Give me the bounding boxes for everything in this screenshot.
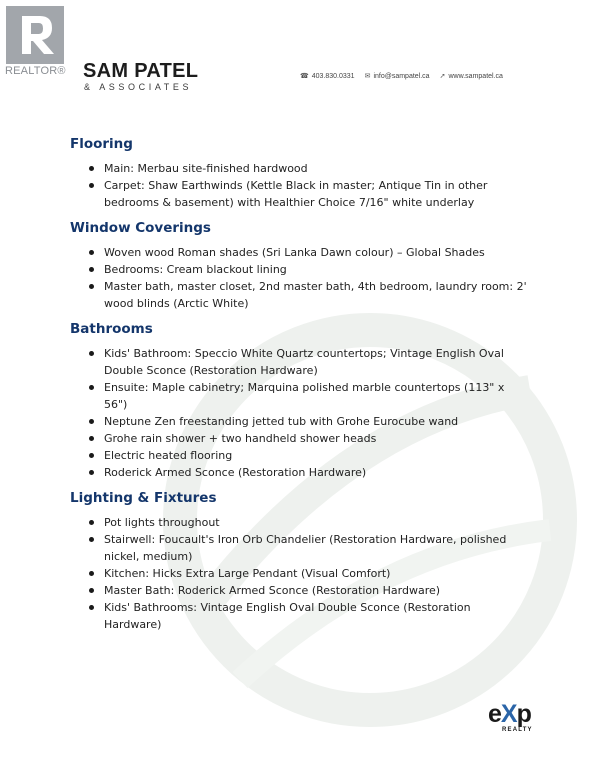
list-item: Bedrooms: Cream blackout lining	[70, 261, 530, 278]
exp-e: e	[488, 700, 501, 728]
phone-icon: ☎	[300, 73, 309, 80]
contact-phone[interactable]	[300, 72, 355, 80]
list-item: Pot lights throughout	[70, 514, 530, 531]
exp-wordmark	[488, 702, 554, 727]
realtor-r-icon	[6, 6, 64, 64]
realtor-mark: REALTOR®	[5, 65, 66, 77]
list-item: Kids' Bathrooms: Vintage English Oval Double Sconce (Restoration Hardware)	[70, 599, 530, 633]
section-title: Flooring	[70, 136, 133, 152]
mail-icon: ✉	[364, 73, 371, 80]
features-list	[70, 136, 530, 642]
list-item: Carpet: Shaw Earthwinds (Kettle Black in master; Antique Tin in other bedrooms & basement) with Healthier Choice 7/16" white underlay	[70, 177, 530, 211]
section-title: Window Coverings	[70, 220, 211, 236]
section-lighting-fixtures	[70, 490, 530, 633]
list-item: Stairwell: Foucault's Iron Orb Chandelier (Restoration Hardware, polished nickel, medium)	[70, 531, 530, 565]
list-item: Main: Merbau site-finished hardwood	[70, 160, 530, 177]
contact-website[interactable]	[440, 72, 503, 80]
cursor-icon: ➚	[439, 73, 446, 80]
list-item: Ensuite: Maple cabinetry; Marquina polished marble countertops (113" x 56")	[70, 379, 530, 413]
exp-x: X	[500, 700, 517, 728]
list-item: Roderick Armed Sconce (Restoration Hardware)	[70, 464, 530, 481]
section-window-coverings	[70, 220, 530, 312]
section-flooring	[70, 136, 530, 211]
list-item: Grohe rain shower + two handheld shower heads	[70, 430, 530, 447]
email-text: info@sampatel.ca	[373, 72, 430, 80]
realtor-logo	[6, 6, 64, 64]
website-text: www.sampatel.ca	[448, 72, 503, 80]
exp-p: p	[516, 700, 531, 728]
list-item: Kids' Bathroom: Speccio White Quartz countertops; Vintage English Oval Double Sconce (Restoration Hardware)	[70, 345, 530, 379]
brand-name: SAM PATEL	[83, 60, 199, 82]
exp-realty-logo	[488, 702, 554, 736]
list-item: Master Bath: Roderick Armed Sconce (Restoration Hardware)	[70, 582, 530, 599]
section-title: Bathrooms	[70, 321, 153, 337]
section-bathrooms	[70, 321, 530, 481]
phone-text: 403.830.0331	[311, 72, 355, 80]
list-item: Neptune Zen freestanding jetted tub with Grohe Eurocube wand	[70, 413, 530, 430]
brand-subtitle: & ASSOCIATES	[84, 82, 193, 92]
section-title: Lighting & Fixtures	[70, 490, 217, 506]
contact-email[interactable]	[365, 72, 430, 80]
exp-realty-text: REALTY	[502, 727, 533, 733]
list-item: Electric heated flooring	[70, 447, 530, 464]
contact-bar	[300, 72, 503, 80]
list-item: Woven wood Roman shades (Sri Lanka Dawn colour) – Global Shades	[70, 244, 530, 261]
list-item: Kitchen: Hicks Extra Large Pendant (Visual Comfort)	[70, 565, 530, 582]
list-item: Master bath, master closet, 2nd master bath, 4th bedroom, laundry room: 2' wood blinds (Arctic White)	[70, 278, 530, 312]
